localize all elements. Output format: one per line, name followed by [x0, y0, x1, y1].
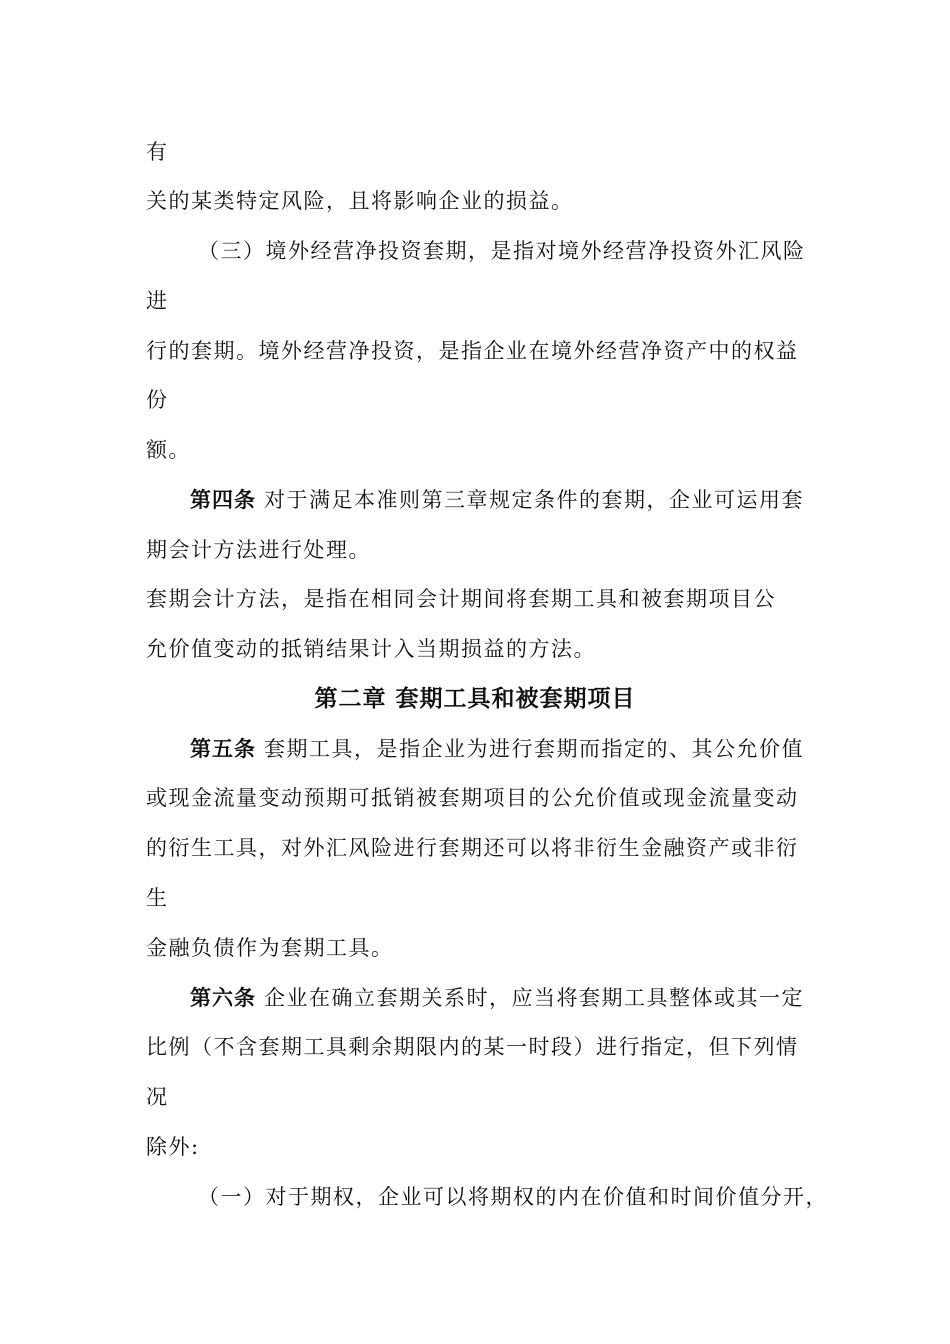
text-line: 有	[146, 140, 169, 164]
article-paragraph	[190, 984, 804, 1012]
article-label: 第四条	[190, 488, 256, 512]
article-paragraph	[190, 486, 804, 514]
text-line: （一）对于期权，企业可以将期权的内在价值和时间价值分开，	[198, 1185, 828, 1209]
text-line: 比例（不含套期工具剩余期限内的某一时段）进行指定，但下列情	[146, 1035, 799, 1059]
text-line: 期会计方法进行处理。	[146, 538, 371, 562]
text-line: 份	[146, 388, 169, 412]
text-line: 除外:	[146, 1135, 200, 1159]
article-label: 第六条	[190, 986, 256, 1010]
text-line: 生	[146, 886, 169, 910]
text-line: 进	[146, 289, 169, 313]
article-paragraph	[190, 735, 804, 763]
article-text: 企业在确立套期关系时，应当将套期工具整体或其一定	[264, 986, 804, 1010]
text-line: 额。	[146, 438, 191, 462]
chapter-heading: 第二章 套期工具和被套期项目	[314, 686, 636, 712]
text-line: 套期会计方法，是指在相同会计期间将套期工具和被套期项目公	[146, 587, 776, 611]
article-label: 第五条	[190, 737, 256, 761]
text-line: 况	[146, 1085, 169, 1109]
text-line: （三）境外经营净投资套期，是指对境外经营净投资外汇风险	[198, 239, 806, 263]
article-text: 对于满足本准则第三章规定条件的套期，企业可运用套	[264, 488, 804, 512]
article-text: 套期工具，是指企业为进行套期而指定的、其公允价值	[264, 737, 804, 761]
text-line: 行的套期。境外经营净投资，是指企业在境外经营净资产中的权益	[146, 339, 799, 363]
text-line: 的衍生工具，对外汇风险进行套期还可以将非衍生金融资产或非衍	[146, 836, 799, 860]
text-line: 金融负债作为套期工具。	[146, 936, 394, 960]
text-line: 关的某类特定风险，且将影响企业的损益。	[146, 189, 574, 213]
text-line: 或现金流量变动预期可抵销被套期项目的公允价值或现金流量变动	[146, 786, 799, 810]
text-line: 允价值变动的抵销结果计入当期损益的方法。	[146, 637, 596, 661]
